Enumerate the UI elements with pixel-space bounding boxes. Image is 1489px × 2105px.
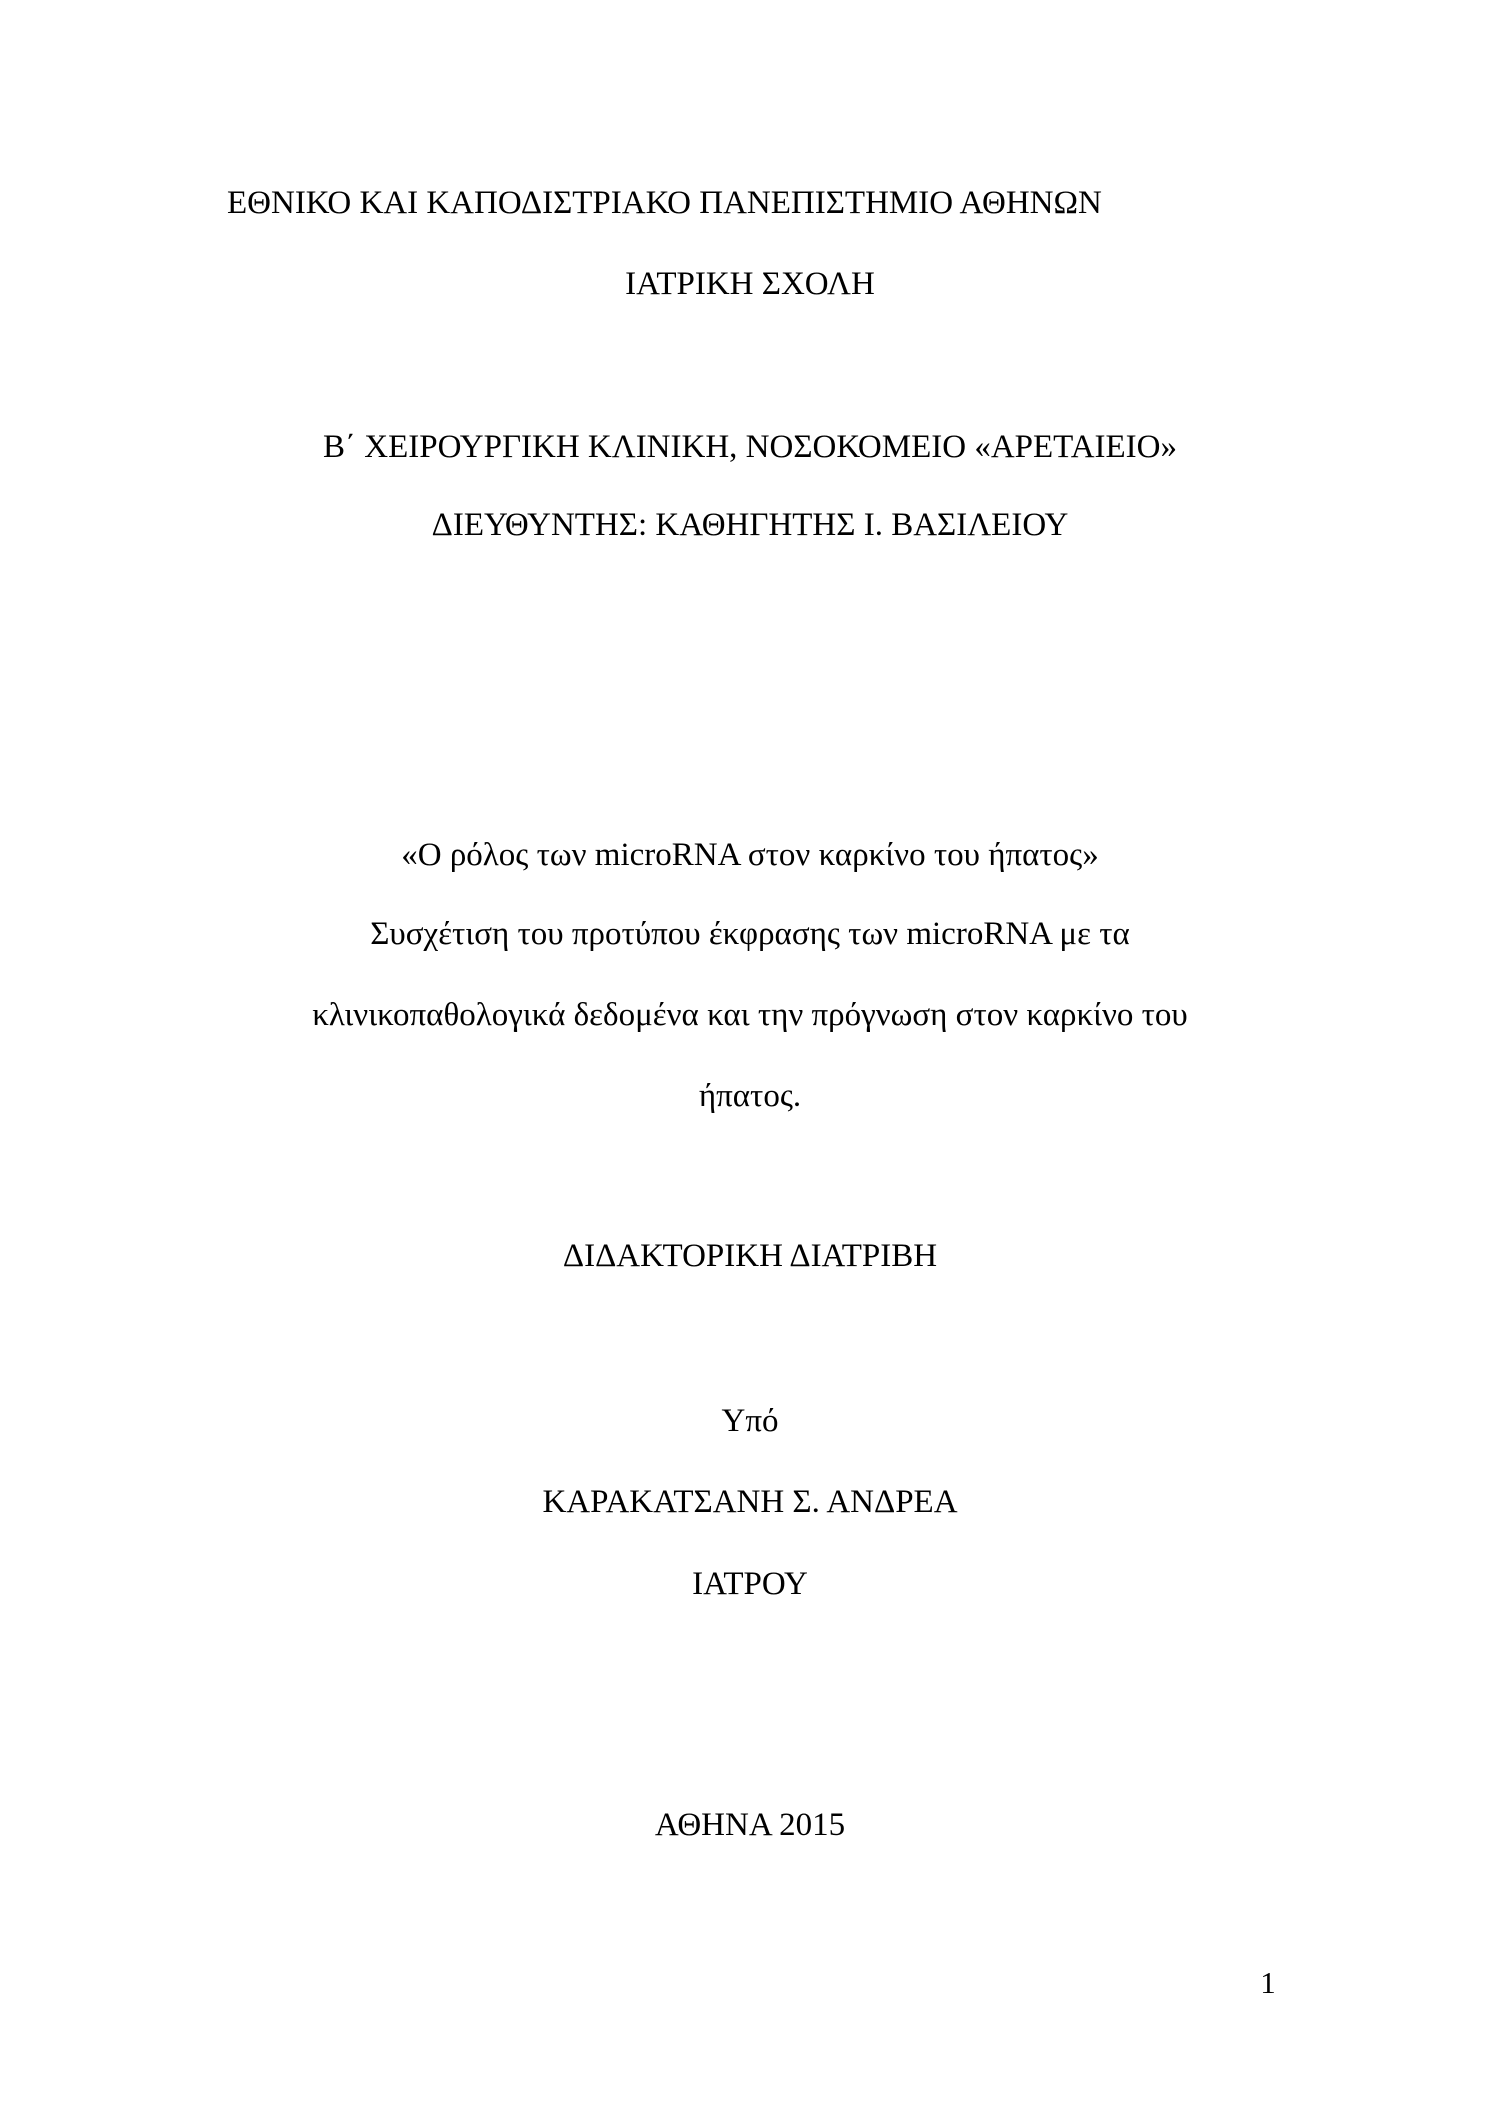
document-type: ΔΙΔΑΚΤΟΡΙΚΗ ΔΙΑΤΡΙΒΗ bbox=[562, 1238, 938, 1274]
thesis-subtitle-line: ήπατος. bbox=[698, 1078, 802, 1114]
thesis-title: «Ο ρόλος των microRNA στον καρκίνο του ήπατος» bbox=[401, 837, 1099, 873]
place-and-year: ΑΘΗΝΑ 2015 bbox=[654, 1807, 846, 1843]
thesis-subtitle-line: Συσχέτιση του προτύπου έκφρασης των microRNA με τα bbox=[370, 916, 1130, 952]
clinic-name: Β΄ ΧΕΙΡΟΥΡΓΙΚΗ ΚΛΙΝΙΚΗ, ΝΟΣΟΚΟΜΕΙΟ «ΑΡΕΤΑΙΕΙΟ» bbox=[323, 429, 1177, 465]
university-name: ΕΘΝΙΚΟ ΚΑΙ ΚΑΠΟΔΙΣΤΡΙΑΚΟ ΠΑΝΕΠΙΣΤΗΜΙΟ ΑΘΗΝΩΝ bbox=[227, 185, 1102, 221]
author-profession: ΙΑΤΡΟΥ bbox=[692, 1566, 808, 1602]
clinic-director: ΔΙΕΥΘΥΝΤΗΣ: ΚΑΘΗΓΗΤΗΣ Ι. ΒΑΣΙΛΕΙΟΥ bbox=[431, 507, 1069, 543]
school-name: ΙΑΤΡΙΚΗ ΣΧΟΛΗ bbox=[625, 266, 875, 302]
thesis-subtitle-line: κλινικοπαθολογικά δεδομένα και την πρόγνωση στον καρκίνο του bbox=[312, 997, 1188, 1033]
page-number: 1 bbox=[1260, 1965, 1276, 2000]
author-name: ΚΑΡΑΚΑΤΣΑΝΗ Σ. ΑΝΔΡΕΑ bbox=[542, 1484, 958, 1520]
by-label: Υπό bbox=[721, 1403, 779, 1439]
